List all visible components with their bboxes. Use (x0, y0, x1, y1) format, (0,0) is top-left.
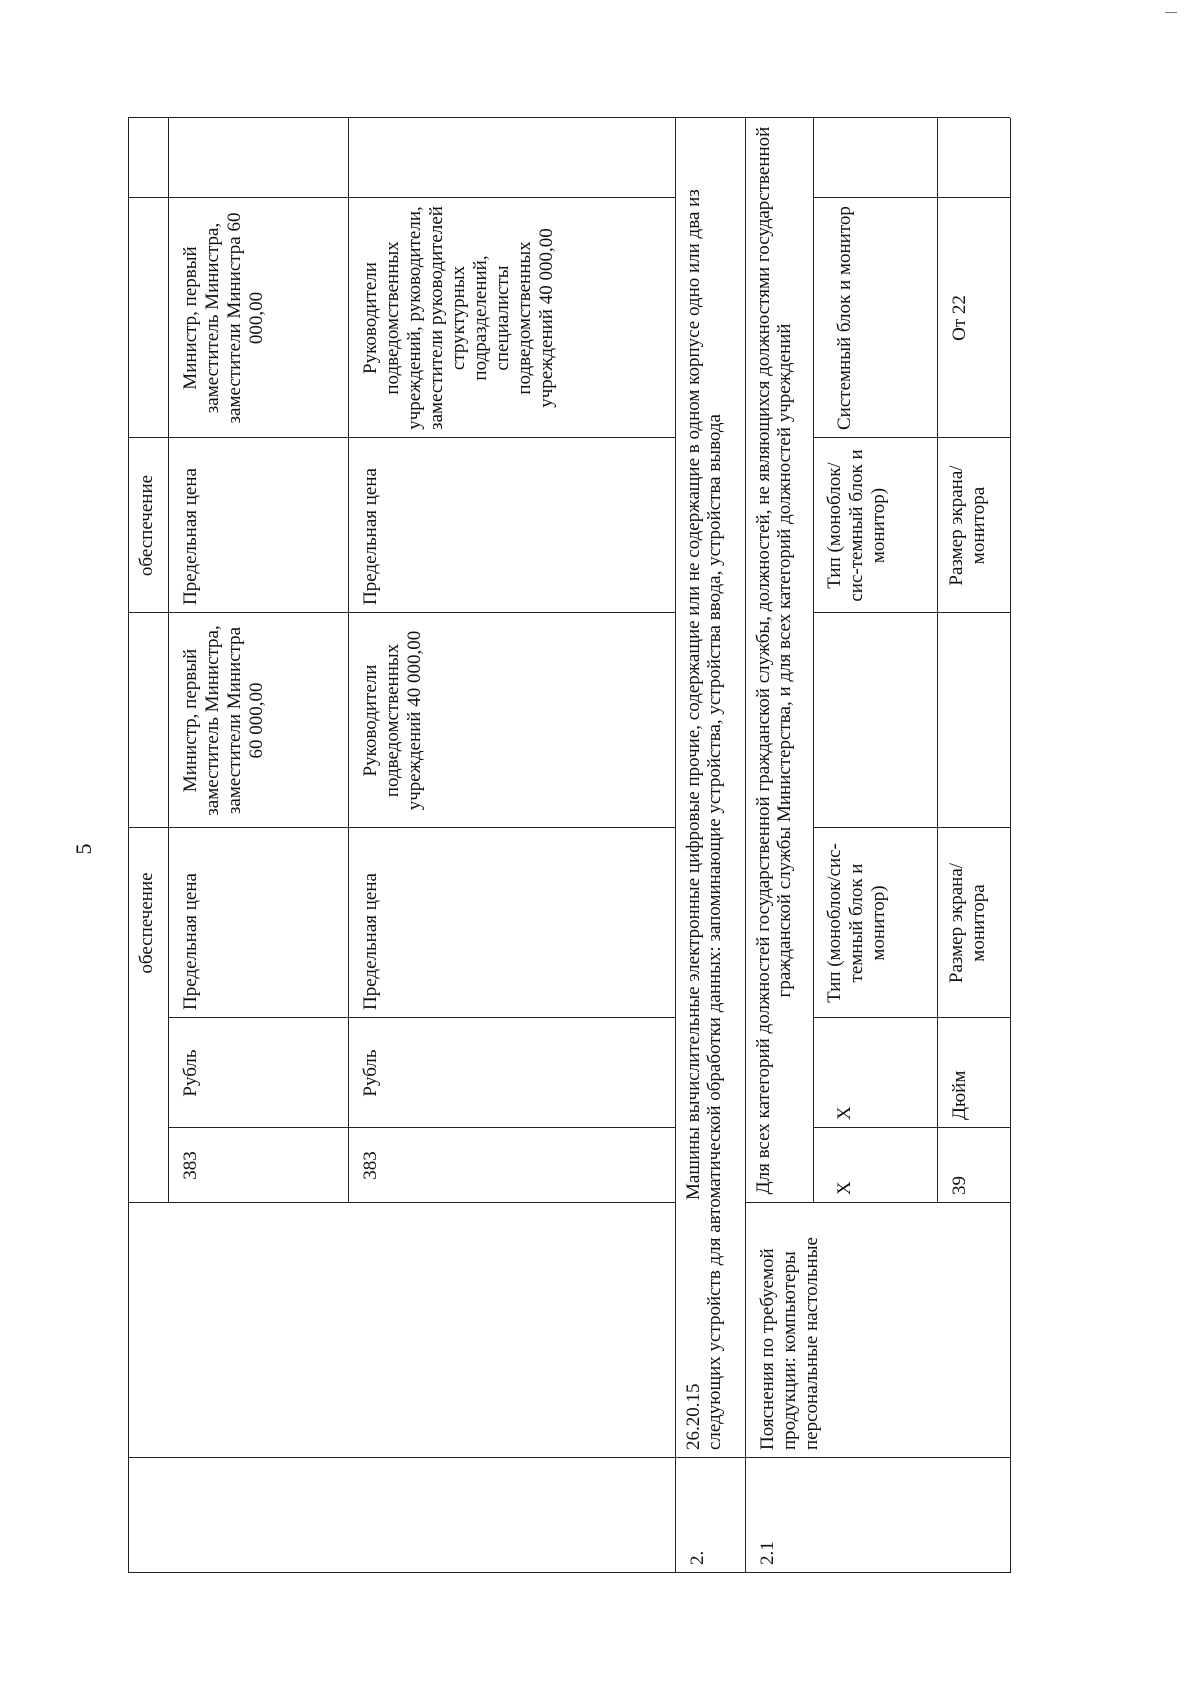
okpd-code-and-name (683, 118, 743, 1458)
header-provision-1: обеспечение (136, 872, 157, 974)
characteristic-value-approved: От 22 (949, 295, 970, 341)
okei-code: X (834, 1181, 855, 1195)
unit-name: Рубль (180, 1049, 201, 1097)
characteristic: Предельная цена (360, 873, 381, 1010)
characteristic-value-approved: Системный блок и монитор (834, 206, 855, 430)
characteristic-approved: Предельная цена (180, 468, 201, 605)
position-category: Для всех категорий должностей государственной гражданской службы, должностей, не являющихся должностями государственной гражданской службы Министерства, и для всех категорий должностей учреждений (753, 126, 795, 1195)
okei-code: 383 (360, 1151, 381, 1180)
unit-name: Дюйм (949, 1070, 970, 1120)
okei-code: 39 (949, 1176, 970, 1195)
characteristic: Предельная цена (180, 873, 201, 1010)
product-explanation: Пояснения по требуемой продукции: компьютеры персональные настольные (757, 1237, 822, 1450)
characteristic-approved: Размер экрана/монитора (946, 465, 989, 586)
product-name: Машины вычислительные электронные цифровые прочие, содержащие или не содержащие в одном корпусе одно или два из следующих устройств для автоматической обработки данных: запоминающие устройства, устройства ввода, устройства вывода (683, 189, 725, 1450)
characteristic-approved: Предельная цена (360, 468, 381, 605)
characteristic-value-approved: Руководители подведомственных учреждений, руководители, заместители руководителей структурных подразделений, специалисты подведомственных учреждений 40 000,00 (360, 206, 557, 430)
header-provision-2: обеспечение (136, 474, 157, 577)
page-number: 5 (71, 843, 96, 855)
characteristic: Размер экрана/монитора (946, 862, 989, 984)
characteristic-value: Руководители подведомственных учреждений 40 000,00 (360, 630, 425, 811)
unit-name: Рубль (360, 1049, 381, 1097)
okei-code: 383 (180, 1151, 201, 1180)
unit-name: X (834, 1106, 855, 1120)
okpd-code: 26.20.15 (683, 1383, 704, 1450)
characteristic-value: Министр, первый заместитель Министра, заместители Министра 60 000,00 (180, 625, 267, 816)
characteristic: Тип (моноблок/сис-темный блок и монитор) (824, 843, 889, 1003)
characteristic-approved: Тип (моноблок/сис-темный блок и монитор) (824, 449, 889, 602)
characteristic-value-approved: Министр, первый заместитель Министра, заместители Министра 60 000,00 (180, 212, 267, 424)
row-number: 2. (687, 1550, 708, 1565)
row-number: 2.1 (757, 1541, 778, 1565)
